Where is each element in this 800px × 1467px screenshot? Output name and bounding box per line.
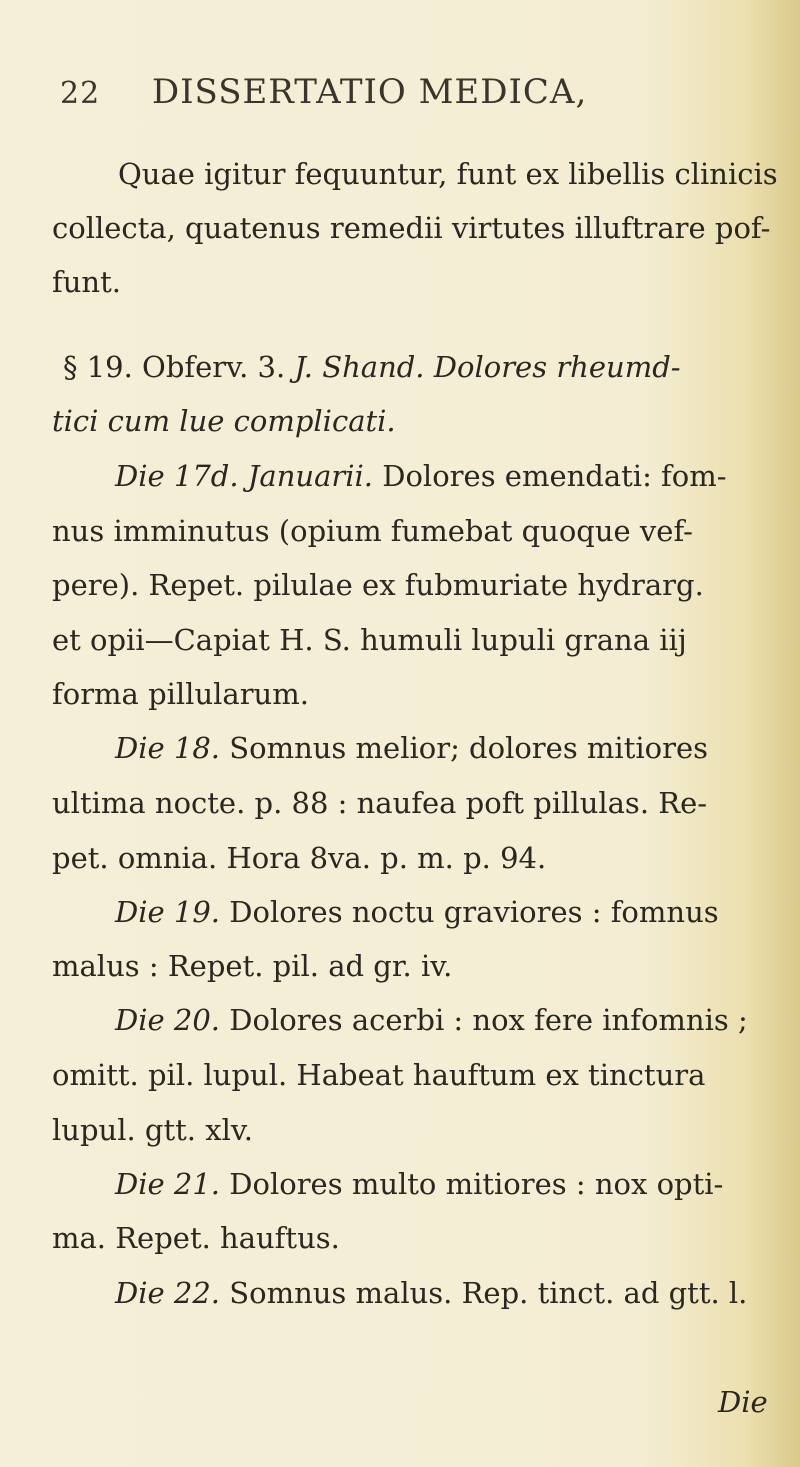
- text-line: funt.: [52, 265, 121, 299]
- text-line: forma pillularum.: [52, 677, 309, 711]
- text-line: et opii—Capiat H. S. humuli lupuli grana iij: [52, 623, 687, 657]
- text-line: omitt. pil. lupul. Habeat hauftum ex tinctura: [52, 1058, 706, 1092]
- text-line: lupul. gtt. xlv.: [52, 1113, 254, 1147]
- page-number: 22: [60, 76, 101, 111]
- text-line: nus imminutus (opium fumebat quoque vef-: [52, 514, 693, 548]
- entry-line: Die 20. Dolores acerbi : nox fere infomnis ;: [115, 1003, 748, 1037]
- text-line: ultima nocte. p. 88 : naufea poft pillulas. Re-: [52, 786, 708, 820]
- observation-subtitle: tici cum lue complicati.: [52, 404, 396, 438]
- entry-line: Die 21. Dolores multo mitiores : nox opti-: [115, 1167, 724, 1201]
- entry-line: Die 22. Somnus malus. Rep. tinct. ad gtt. l.: [115, 1276, 748, 1310]
- catchword: Die: [718, 1385, 768, 1419]
- entry-line: Die 18. Somnus melior; dolores mitiores: [115, 731, 709, 765]
- text-line: collecta, quatenus remedii virtutes illuftrare pof-: [52, 211, 771, 245]
- observation-heading: § 19. Obferv. 3. J. Shand. Dolores rheumd-: [63, 350, 681, 384]
- text-line: pere). Repet. pilulae ex fubmuriate hydrarg.: [52, 568, 704, 602]
- text-line: ma. Repet. hauftus.: [52, 1221, 340, 1255]
- text-line: pet. omnia. Hora 8va. p. m. p. 94.: [52, 841, 547, 875]
- entry-line: Die 17d. Januarii. Dolores emendati: fom-: [115, 459, 727, 493]
- entry-line: Die 19. Dolores noctu graviores : fomnus: [115, 895, 719, 929]
- text-line: Quae igitur fequuntur, funt ex libellis clinicis: [118, 157, 778, 191]
- running-title: DISSERTATIO MEDICA,: [151, 72, 588, 112]
- text-line: malus : Repet. pil. ad gr. iv.: [52, 949, 453, 983]
- running-header: [60, 72, 680, 112]
